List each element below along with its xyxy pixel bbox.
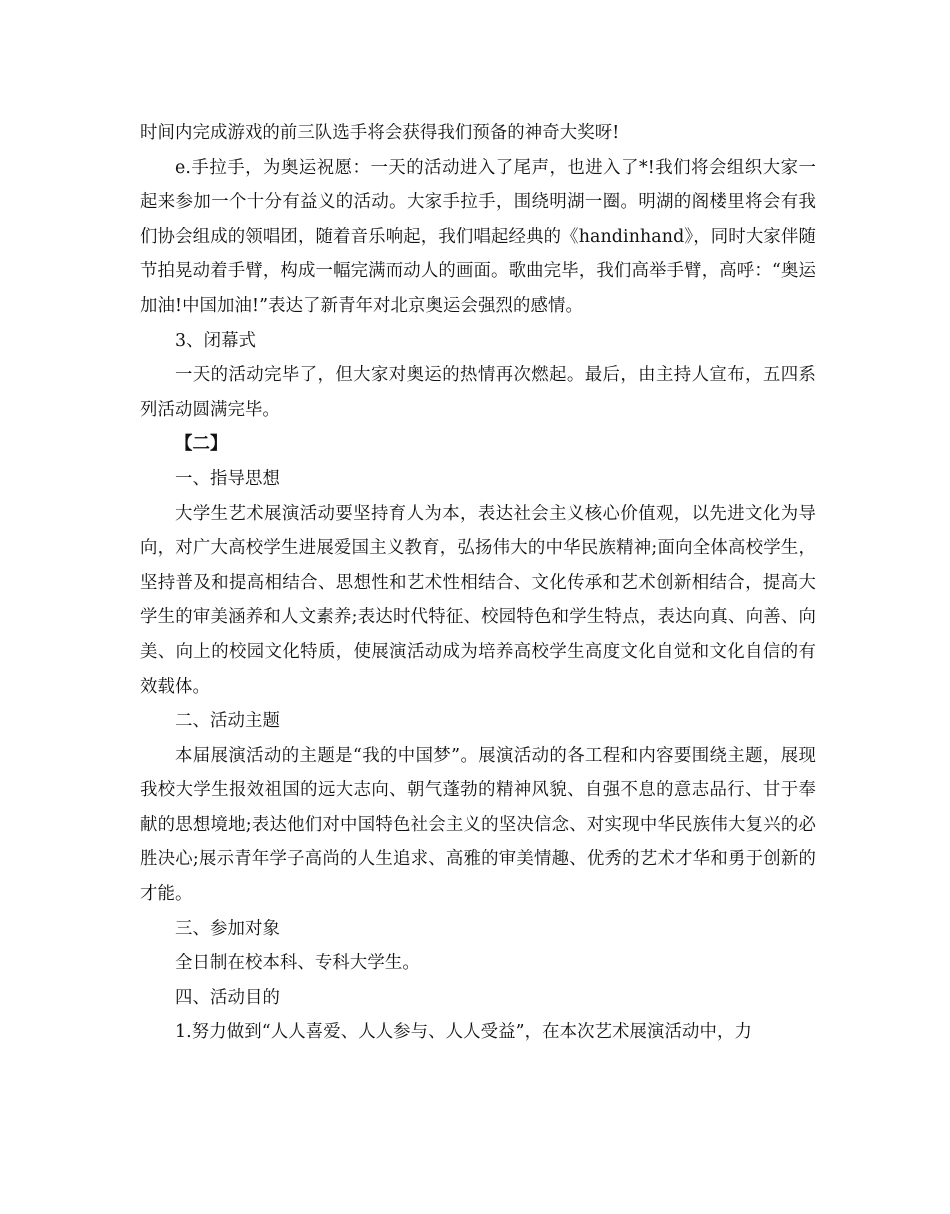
heading-part-two: 【二】	[175, 434, 228, 455]
paragraph-continued-game-prize: 时间内完成游戏的前三队选手将会获得我们预备的神奇大奖呀!	[140, 123, 620, 143]
heading-activity-purpose: 四、活动目的	[175, 987, 280, 1008]
paragraph-activity-purpose-1: 1.努力做到“人人喜爱、人人参与、人人受益”，在本次艺术展演活动中，力	[175, 1022, 752, 1043]
heading-closing-ceremony: 3、闭幕式	[175, 330, 257, 351]
heading-guiding-ideology: 一、指导思想	[175, 468, 280, 489]
paragraph-activity-theme: 本届展演活动的主题是“我的中国梦”。展演活动的各工程和内容要围绕主题，展现我校大学生报效祖国的远大志向、朝气蓬勃的精神风貌、自强不息的意志品行、甘于奉献的思想境地;表达他们对中国特色社会主义的坚决信念、对实现中华民族伟大复兴的必胜决心;展示青年学子高尚的人生追求、高雅的审美情趣、优秀的艺术才华和勇于创新的才能。	[140, 745, 816, 905]
heading-participants: 三、参加对象	[175, 918, 280, 939]
paragraph-hand-in-hand: e.手拉手，为奥运祝愿：一天的活动进入了尾声，也进入了*!我们将会组织大家一起来参加一个十分有益义的活动。大家手拉手，围绕明湖一圈。明湖的阁楼里将会有我们协会组成的领唱团，随着音乐响起，我们唱起经典的《handinhand》，同时大家伴随节拍晃动着手臂，构成一幅完满而动人的画面。歌曲完毕，我们高举手臂，高呼：“奥运加油!中国加油!”表达了新青年对北京奥运会强烈的感情。	[140, 157, 816, 316]
document-body	[140, 116, 816, 1050]
paragraph-guiding-ideology: 大学生艺术展演活动要坚持育人为本，表达社会主义核心价值观，以先进文化为导向，对广大高校学生进展爱国主义教育，弘扬伟大的中华民族精神;面向全体高校学生，坚持普及和提高相结合、思想性和艺术性相结合、文化传承和艺术创新相结合，提高大学生的审美涵养和人文素养;表达时代特征、校园特色和学生特点，表达向真、向善、向美、向上的校园文化特质，使展演活动成为培养高校学生高度文化自觉和文化自信的有效载体。	[140, 503, 816, 697]
paragraph-closing-ceremony: 一天的活动完毕了，但大家对奥运的热情再次燃起。最后，由主持人宣布，五四系列活动圆满完毕。	[140, 365, 816, 420]
heading-activity-theme: 二、活动主题	[175, 711, 280, 732]
paragraph-participants: 全日制在校本科、专科大学生。	[175, 953, 420, 974]
